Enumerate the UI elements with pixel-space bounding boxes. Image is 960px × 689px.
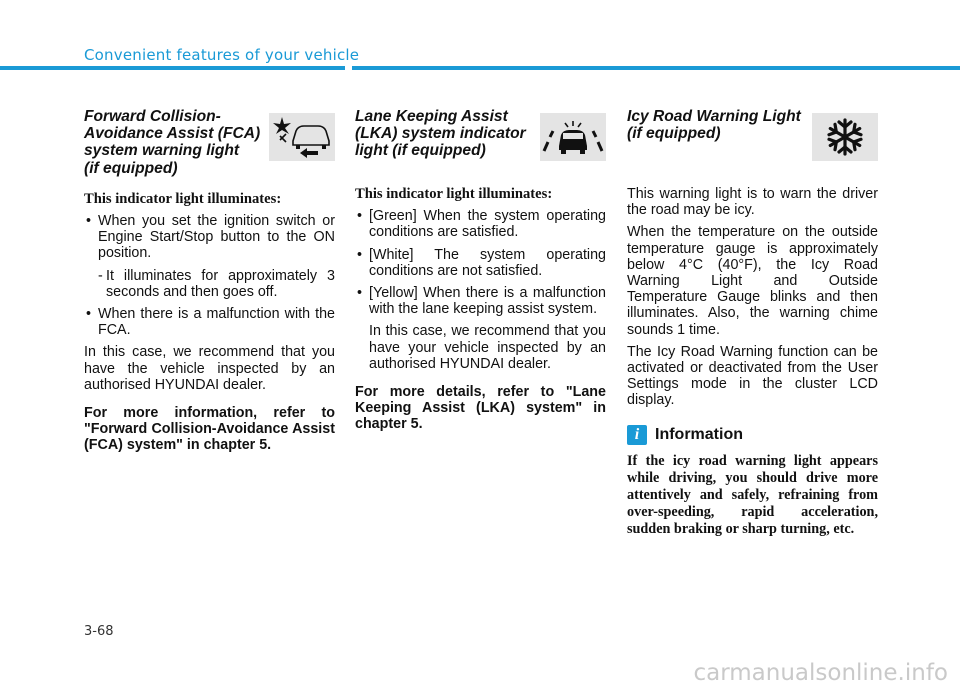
list-item: • [Green] When the system operating conditions are satisfied. (357, 208, 606, 241)
header-rule-left (0, 66, 345, 70)
page-number: 3-68 (84, 624, 114, 639)
fca-warning-icon (269, 113, 335, 161)
information-header (627, 425, 878, 445)
fca-list (84, 213, 335, 262)
list-item: • [Yellow] When there is a malfunction with the lane keeping assist system. (357, 285, 606, 318)
lka-heading (355, 108, 606, 172)
lka-reference: For more details, refer to "Lane Keeping Assist (LKA) system" in chapter 5. (355, 384, 606, 433)
icy-road-paragraph-3: The Icy Road Warning function can be activated or deactivated from the User Settings mode in the cluster LCD display. (627, 343, 878, 409)
icy-road-paragraph-1: This warning light is to warn the driver the road may be icy. (627, 186, 878, 219)
lka-list (355, 208, 606, 317)
fca-paragraph: In this case, we recommend that you have the vehicle inspected by an authorised HYUNDAI dealer. (84, 344, 335, 393)
list-item: • [White] The system operating conditions are not satisfied. (357, 246, 606, 279)
fca-section (84, 108, 335, 460)
icy-road-heading (627, 108, 878, 172)
list-subitem: - It illuminates for approximately 3 seconds and then goes off. (98, 267, 335, 300)
list-item: • When you set the ignition switch or Engine Start/Stop button to the ON position. (86, 213, 335, 262)
information-label: Information (655, 425, 743, 443)
information-text: If the icy road warning light appears while driving, you should drive more attentively and safely, refraining from over-speeding, rapid acceleration, sudden braking or sharp turning, etc. (627, 452, 878, 538)
header-rule-right (352, 66, 960, 70)
lka-section (355, 108, 606, 439)
lka-lead: This indicator light illuminates: (355, 186, 553, 202)
fca-lead: This indicator light illuminates: (84, 190, 282, 207)
list-item: • When there is a malfunction with the FCA. (86, 306, 335, 339)
fca-heading (84, 108, 335, 177)
section-title: Convenient features of your vehicle (84, 46, 360, 64)
info-icon: i (627, 425, 647, 445)
fca-title: Forward Collision- Avoidance Assist (FCA) system warning light (if equipped) (84, 108, 261, 177)
lka-title: Lane Keeping Assist (LKA) system indicator light (if equipped) (355, 108, 526, 160)
lka-indicator-icon (540, 113, 606, 161)
snowflake-icon (812, 113, 878, 161)
icy-road-title: Icy Road Warning Light (if equipped) (627, 108, 801, 143)
icy-road-section (627, 108, 878, 539)
watermark: carmanualsonline.info (693, 660, 948, 686)
fca-reference: For more information, refer to "Forward Collision-Avoidance Assist (FCA) system" in chapter 5. (84, 405, 335, 454)
icy-road-paragraph-2: When the temperature on the outside temperature gauge is approximately below 4°C (40°F), the Icy Road Warning Light and Outside Temperature Gauge blinks and then illuminates. Also, the warning chime sounds 1 time. (627, 224, 878, 338)
lka-paragraph: In this case, we recommend that you have your vehicle inspected by an authorised HYUNDAI dealer. (369, 323, 606, 372)
